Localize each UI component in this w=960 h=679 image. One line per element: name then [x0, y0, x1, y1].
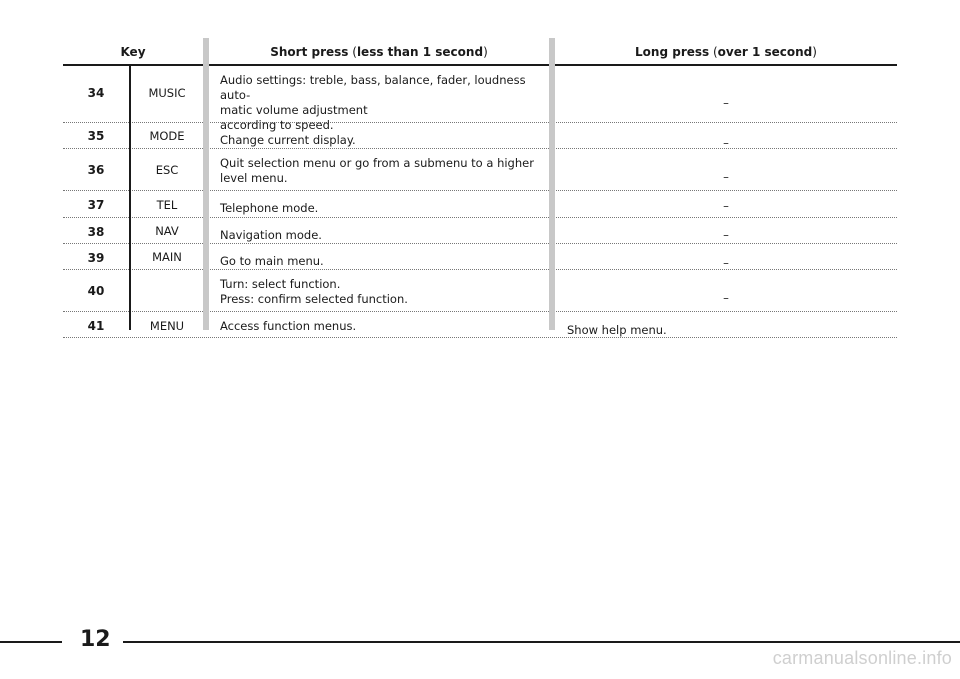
table-row: [63, 270, 897, 312]
short-press-line: Navigation mode.: [220, 228, 322, 242]
short-press-description: [220, 228, 550, 243]
key-number: 40: [87, 284, 105, 298]
key-name: MENU: [149, 319, 185, 333]
header-key: Key: [120, 45, 146, 59]
short-press-line: Turn: select function.: [220, 277, 341, 291]
short-press-line: Change current display.: [220, 133, 356, 147]
long-press-description: –: [723, 170, 729, 184]
key-name: MAIN: [152, 250, 182, 264]
key-number: 37: [87, 198, 105, 212]
page-number: 12: [80, 627, 111, 652]
short-press-description: [220, 319, 550, 334]
long-press-description: Show help menu.: [567, 323, 667, 337]
key-number: 34: [87, 86, 105, 100]
key-name: ESC: [155, 163, 179, 177]
short-press-description: [220, 277, 550, 307]
key-function-table: [63, 38, 897, 338]
footer-rule-left: [0, 641, 62, 643]
short-press-line: Audio settings: treble, bass, balance, fader, loudness auto-: [220, 73, 526, 102]
key-number: 38: [87, 225, 105, 239]
table-row: [63, 123, 897, 149]
watermark: carmanualsonline.info: [772, 648, 952, 668]
short-press-line: matic volume adjustment: [220, 103, 368, 117]
header-long-press: Long press (over 1 second): [635, 45, 817, 59]
key-name: MODE: [149, 129, 185, 143]
long-press-description: –: [723, 136, 729, 150]
header-short-press: Short press (less than 1 second): [270, 45, 488, 59]
short-press-line: according to speed.: [220, 118, 334, 132]
table-row: [63, 191, 897, 218]
column-divider-key: [203, 38, 209, 330]
key-number: 41: [87, 319, 105, 333]
long-press-description: –: [723, 96, 729, 110]
short-press-line: Telephone mode.: [220, 201, 319, 215]
table-row: [63, 66, 897, 132]
short-press-line: Quit selection menu or go from a submenu to a higher: [220, 156, 534, 170]
table-header: [63, 38, 897, 66]
short-press-line: Access function menus.: [220, 319, 357, 333]
key-number: 39: [87, 251, 105, 265]
key-number: 35: [87, 129, 105, 143]
long-press-description: –: [723, 256, 729, 270]
short-press-line: Go to main menu.: [220, 254, 324, 268]
column-divider-short: [549, 38, 555, 330]
key-name: NAV: [155, 224, 179, 238]
key-name: MUSIC: [148, 86, 186, 100]
table-row: [63, 244, 897, 270]
table-row: [63, 149, 897, 191]
key-name: TEL: [156, 198, 178, 212]
table-body: [63, 66, 897, 338]
long-press-description: –: [723, 228, 729, 242]
long-press-description: –: [723, 199, 729, 213]
footer-rule-right: [123, 641, 960, 643]
table-row: [63, 312, 897, 338]
long-press-description: –: [723, 291, 729, 305]
short-press-description: [220, 254, 550, 269]
key-number: 36: [87, 163, 105, 177]
short-press-description: [220, 201, 550, 216]
short-press-line: Press: confirm selected function.: [220, 292, 408, 306]
short-press-line: level menu.: [220, 171, 288, 185]
key-number-divider: [129, 64, 131, 330]
short-press-description: [220, 156, 550, 186]
short-press-description: [220, 133, 550, 148]
table-row: [63, 218, 897, 244]
